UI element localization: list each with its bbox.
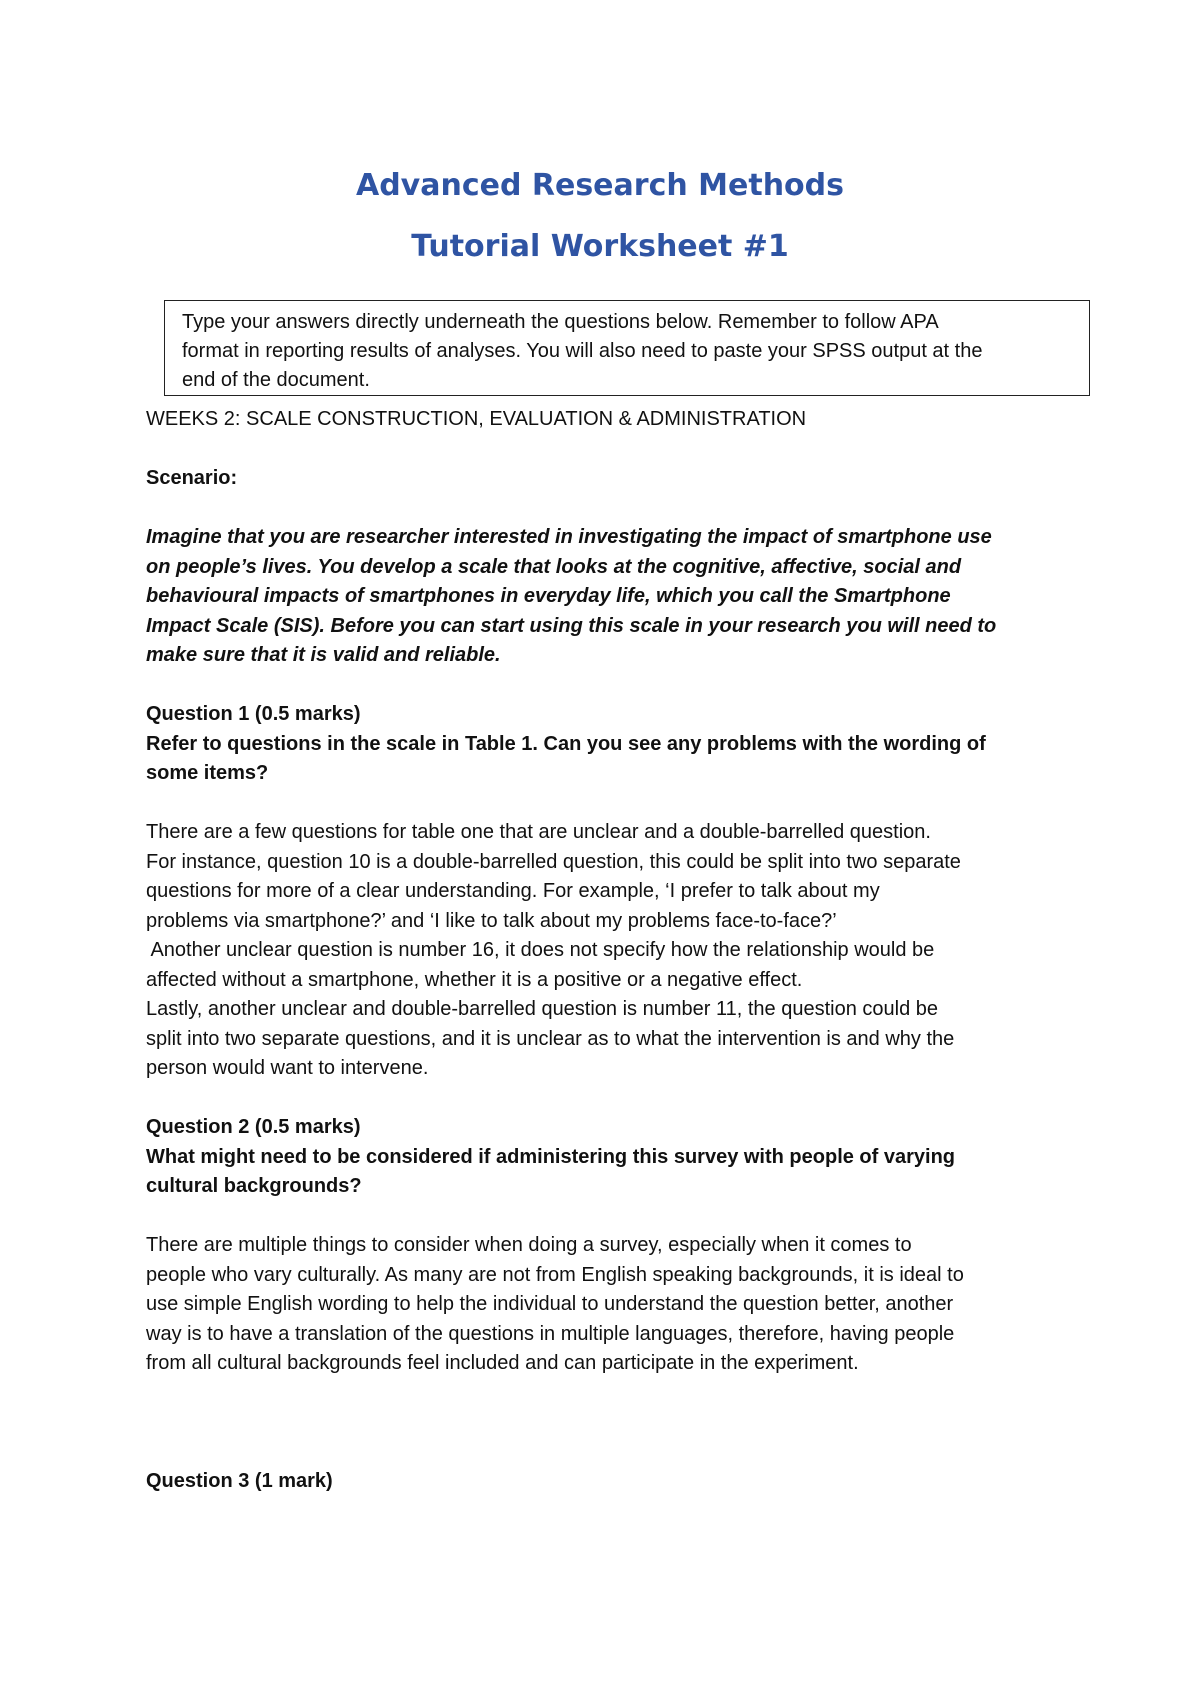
question-3-heading: Question 3 (1 mark) (146, 1470, 333, 1492)
question-1-answer[interactable] (146, 818, 1086, 1084)
instructions-line: end of the document. (182, 369, 370, 391)
answer-line: split into two separate questions, and it is unclear as to what the intervention is and why the (146, 1027, 955, 1050)
prompt-line: some items? (146, 762, 269, 784)
answer-line: Lastly, another unclear and double-barrelled question is number 11, the question could be (146, 998, 939, 1020)
answer-line: problems via smartphone?’ and ‘I like to talk about my problems face-to-face?’ (146, 909, 837, 932)
answer-line: There are a few questions for table one that are unclear and a double-barrelled question. (146, 821, 931, 843)
prompt-line: What might need to be considered if administering this survey with people of varying (146, 1145, 956, 1168)
instructions-line: format in reporting results of analyses. You will also need to paste your SPSS output at the (182, 340, 983, 362)
document-title: Advanced Research Methods (355, 168, 844, 203)
prompt-line: Refer to questions in the scale in Table 1. Can you see any problems with the wording of (146, 732, 986, 755)
answer-line: questions for more of a clear understanding. For example, ‘I prefer to talk about my (146, 880, 880, 902)
scenario-line: make sure that it is valid and reliable. (146, 644, 501, 666)
scenario-label: Scenario: (146, 467, 238, 489)
instructions-box (164, 300, 1090, 396)
scenario-line: behavioural impacts of smartphones in everyday life, which you call the Smartphone (146, 585, 951, 607)
answer-line: Another unclear question is number 16, it does not specify how the relationship would be (146, 939, 935, 961)
answer-line: For instance, question 10 is a double-barrelled question, this could be split into two separate (146, 850, 961, 873)
section-heading: WEEKS 2: SCALE CONSTRUCTION, EVALUATION & ADMINISTRATION (146, 408, 807, 430)
prompt-line: cultural backgrounds? (146, 1175, 362, 1197)
scenario-line: Imagine that you are researcher interested in investigating the impact of smartphone use (146, 526, 992, 548)
answer-line: people who vary culturally. As many are not from English speaking backgrounds, it is ideal to (146, 1263, 964, 1286)
document-body (146, 405, 1086, 1497)
document-subtitle: Tutorial Worksheet #1 (411, 229, 789, 264)
answer-line: from all cultural backgrounds feel included and can participate in the experiment. (146, 1352, 859, 1374)
answer-line: There are multiple things to consider when doing a survey, especially when it comes to (146, 1234, 912, 1256)
instructions-line: Type your answers directly underneath the questions below. Remember to follow APA (182, 311, 939, 333)
question-2-prompt (146, 1143, 1086, 1202)
question-1-prompt (146, 730, 1086, 789)
scenario-line: Impact Scale (SIS). Before you can start using this scale in your research you will need to (146, 614, 997, 637)
answer-line: person would want to intervene. (146, 1057, 429, 1079)
question-2-answer[interactable] (146, 1231, 1086, 1379)
question-1-heading: Question 1 (0.5 marks) (146, 703, 361, 725)
answer-line: way is to have a translation of the questions in multiple languages, therefore, having people (146, 1322, 955, 1345)
answer-line: affected without a smartphone, whether it is a positive or a negative effect. (146, 968, 803, 991)
scenario-text (146, 523, 1086, 671)
answer-line: use simple English wording to help the individual to understand the question better, another (146, 1293, 954, 1315)
scenario-line: on people’s lives. You develop a scale that looks at the cognitive, affective, social and (146, 555, 962, 578)
question-2-heading: Question 2 (0.5 marks) (146, 1116, 361, 1138)
